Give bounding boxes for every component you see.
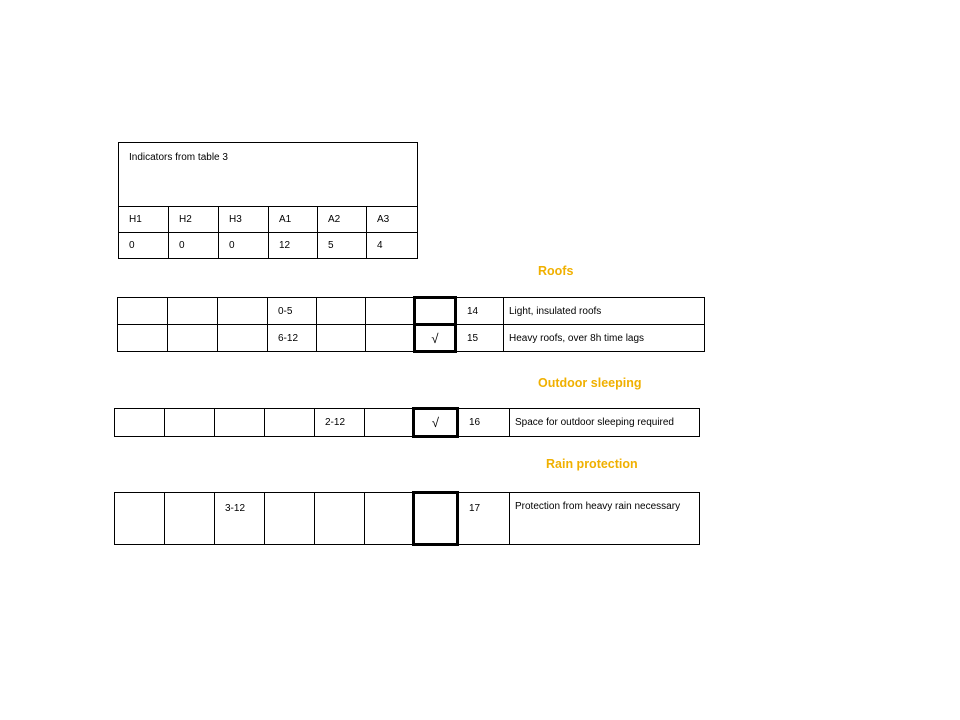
indicator-header-h1: H1 [119, 207, 169, 233]
indicator-value-h2: 0 [169, 233, 219, 259]
description-cell: Light, insulated roofs [504, 298, 705, 325]
outdoor-sleeping-table [114, 407, 700, 438]
description-cell: Space for outdoor sleeping required [510, 409, 700, 437]
empty-cell [317, 298, 366, 325]
indicator-value-a3: 4 [367, 233, 418, 259]
range-cell: 6-12 [268, 325, 317, 352]
range-cell: 2-12 [315, 409, 365, 437]
table-row [118, 298, 705, 325]
check-cell: √ [415, 325, 456, 352]
indicator-header-h3: H3 [219, 207, 269, 233]
empty-cell [165, 409, 215, 437]
table-row [115, 493, 700, 545]
empty-cell [265, 493, 315, 545]
indicator-value-a1: 12 [269, 233, 318, 259]
empty-cell [366, 298, 415, 325]
range-cell: 0-5 [268, 298, 317, 325]
table-row [118, 325, 705, 352]
indicator-header-a3: A3 [367, 207, 418, 233]
check-cell: √ [414, 409, 458, 437]
number-cell: 16 [458, 409, 510, 437]
empty-cell [215, 409, 265, 437]
range-cell: 3-12 [215, 493, 265, 545]
roofs-heading: Roofs [538, 264, 574, 278]
empty-cell [218, 298, 268, 325]
rain-protection-heading: Rain protection [546, 457, 638, 471]
indicator-value-a2: 5 [318, 233, 367, 259]
empty-cell [366, 325, 415, 352]
empty-cell [165, 493, 215, 545]
number-cell: 15 [456, 325, 504, 352]
outdoor-sleeping-heading: Outdoor sleeping [538, 376, 642, 390]
empty-cell [218, 325, 268, 352]
indicator-header-a2: A2 [318, 207, 367, 233]
description-cell: Protection from heavy rain necessary [510, 493, 700, 545]
empty-cell [168, 298, 218, 325]
number-cell: 14 [456, 298, 504, 325]
empty-cell [115, 409, 165, 437]
rain-protection-table [114, 491, 700, 546]
indicator-header-h2: H2 [169, 207, 219, 233]
empty-cell [317, 325, 366, 352]
description-cell: Heavy roofs, over 8h time lags [504, 325, 705, 352]
empty-cell [118, 325, 168, 352]
check-cell [414, 493, 458, 545]
empty-cell [168, 325, 218, 352]
empty-cell [365, 409, 414, 437]
indicator-value-h1: 0 [119, 233, 169, 259]
check-cell [415, 298, 456, 325]
indicator-value-h3: 0 [219, 233, 269, 259]
empty-cell [115, 493, 165, 545]
empty-cell [365, 493, 414, 545]
number-cell: 17 [458, 493, 510, 545]
indicators-title: Indicators from table 3 [119, 143, 418, 207]
table-row [115, 409, 700, 437]
roofs-table [117, 296, 705, 353]
empty-cell [265, 409, 315, 437]
indicators-table [118, 142, 418, 259]
indicator-header-a1: A1 [269, 207, 318, 233]
empty-cell [118, 298, 168, 325]
empty-cell [315, 493, 365, 545]
